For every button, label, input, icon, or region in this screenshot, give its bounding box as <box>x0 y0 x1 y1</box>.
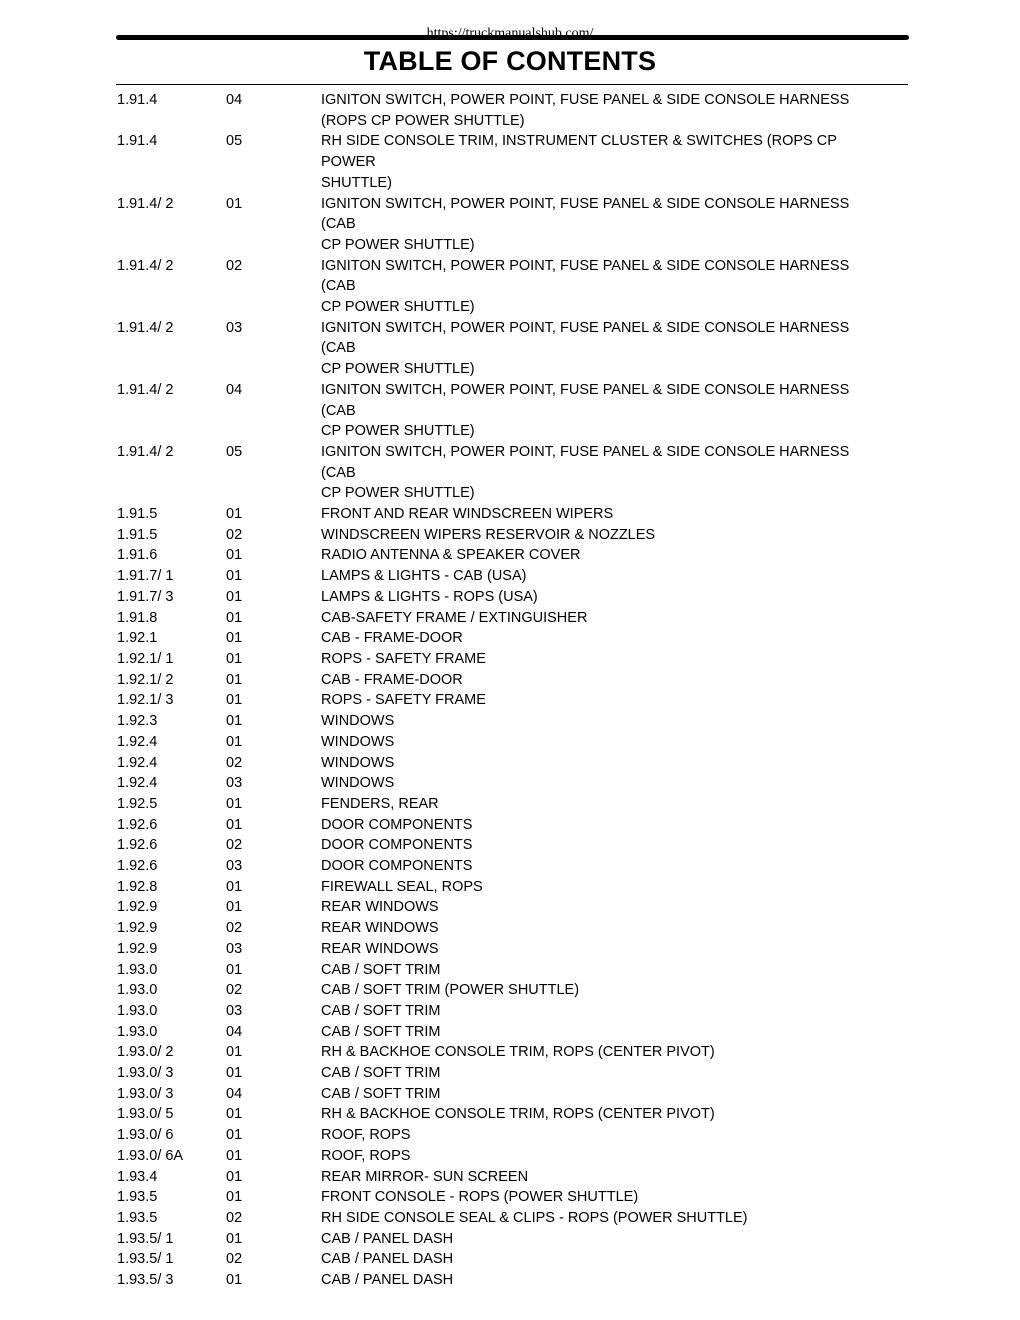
toc-row <box>117 380 907 442</box>
toc-entry-title: RADIO ANTENNA & SPEAKER COVER <box>321 547 581 564</box>
toc-row <box>117 256 907 318</box>
toc-entry-title: LAMPS & LIGHTS - ROPS (USA) <box>321 588 538 605</box>
toc-page-number: 02 <box>226 257 243 274</box>
toc-row <box>117 608 907 629</box>
toc-entry-title: CAB / SOFT TRIM <box>321 1085 441 1102</box>
toc-row <box>117 753 907 774</box>
toc-page-number: 05 <box>226 443 243 460</box>
toc-section-number: 1.91.8 <box>117 609 158 626</box>
toc-section-number: 1.91.4/ 2 <box>117 195 174 212</box>
toc-entry-title: CAB / SOFT TRIM <box>321 1002 441 1019</box>
toc-section-number: 1.92.6 <box>117 858 158 875</box>
toc-section-number: 1.92.1/ 1 <box>117 650 174 667</box>
toc-entry-title: ROPS - SAFETY FRAME <box>321 692 486 709</box>
toc-page-number: 03 <box>226 319 243 336</box>
toc-row <box>117 690 907 711</box>
toc-section-number: 1.91.5 <box>117 526 158 543</box>
toc-entry-title: IGNITON SWITCH, POWER POINT, FUSE PANEL & SIDE CONSOLE HARNESS (CAB CP POWER SHUTTLE) <box>321 195 850 253</box>
toc-entry-title: REAR MIRROR- SUN SCREEN <box>321 1168 529 1185</box>
toc-section-number: 1.93.0/ 2 <box>117 1044 174 1061</box>
toc-section-number: 1.92.4 <box>117 754 158 771</box>
toc-page-number: 01 <box>226 568 243 585</box>
toc-entry-title: REAR WINDOWS <box>321 940 439 957</box>
toc-entry-title: FRONT CONSOLE - ROPS (POWER SHUTTLE) <box>321 1189 639 1206</box>
toc-row <box>117 587 907 608</box>
toc-page-number: 02 <box>226 526 243 543</box>
toc-row <box>117 711 907 732</box>
toc-section-number: 1.92.1/ 2 <box>117 671 174 688</box>
toc-page-number: 01 <box>226 733 243 750</box>
toc-section-number: 1.92.8 <box>117 878 158 895</box>
toc-page-number: 03 <box>226 775 243 792</box>
toc-section-number: 1.93.0/ 3 <box>117 1085 174 1102</box>
toc-section-number: 1.91.4/ 2 <box>117 381 174 398</box>
toc-section-number: 1.93.0 <box>117 961 158 978</box>
toc-section-number: 1.92.6 <box>117 816 158 833</box>
toc-section-number: 1.93.5/ 1 <box>117 1230 174 1247</box>
toc-row <box>117 1270 907 1291</box>
toc-row <box>117 1063 907 1084</box>
toc-page-number: 02 <box>226 982 243 999</box>
toc-entry-title: WINDOWS <box>321 733 395 750</box>
toc-page-number: 01 <box>226 961 243 978</box>
toc-page-number: 01 <box>226 795 243 812</box>
toc-page-number: 01 <box>226 816 243 833</box>
toc-section-number: 1.92.4 <box>117 733 158 750</box>
toc-entry-title: IGNITON SWITCH, POWER POINT, FUSE PANEL & SIDE CONSOLE HARNESS (CAB CP POWER SHUTTLE) <box>321 443 850 502</box>
toc-entry-title: ROOF, ROPS <box>321 1127 411 1144</box>
toc-section-number: 1.92.1 <box>117 630 158 647</box>
toc-row <box>117 1167 907 1188</box>
toc-entry-title: LAMPS & LIGHTS - CAB (USA) <box>321 568 527 585</box>
toc-entry-title: CAB / SOFT TRIM (POWER SHUTTLE) <box>321 982 580 999</box>
toc-entry-title: IGNITON SWITCH, POWER POINT, FUSE PANEL & SIDE CONSOLE HARNESS (ROPS CP POWER SHUTTLE) <box>321 92 850 129</box>
toc-section-number: 1.92.4 <box>117 775 158 792</box>
toc-page-number: 02 <box>226 1251 243 1268</box>
toc-row <box>117 1104 907 1125</box>
toc-entry-title: FIREWALL SEAL, ROPS <box>321 878 483 895</box>
toc-section-number: 1.91.4 <box>117 92 158 108</box>
toc-row <box>117 897 907 918</box>
toc-page-number: 01 <box>226 713 243 730</box>
toc-entry-title: IGNITON SWITCH, POWER POINT, FUSE PANEL & SIDE CONSOLE HARNESS (CAB CP POWER SHUTTLE) <box>321 381 850 440</box>
toc-section-number: 1.91.4/ 2 <box>117 319 174 336</box>
toc-row <box>117 1208 907 1229</box>
toc-row <box>117 1125 907 1146</box>
toc-entry-title: CAB / PANEL DASH <box>321 1251 454 1268</box>
toc-row <box>117 1146 907 1167</box>
toc-row <box>117 670 907 691</box>
toc-page-number: 04 <box>226 381 243 398</box>
toc-row <box>117 939 907 960</box>
toc-row <box>117 960 907 981</box>
toc-page-number: 01 <box>226 692 243 709</box>
toc-page-number: 01 <box>226 878 243 895</box>
toc-page-number: 01 <box>226 671 243 688</box>
toc-section-number: 1.93.5/ 1 <box>117 1251 174 1268</box>
toc-row <box>117 815 907 836</box>
toc-page-number: 01 <box>226 1106 243 1123</box>
toc-row <box>117 918 907 939</box>
toc-entry-title: CAB / PANEL DASH <box>321 1272 454 1289</box>
toc-entry-title: WINDOWS <box>321 775 395 792</box>
toc-page-number: 01 <box>226 547 243 564</box>
toc-row <box>117 732 907 753</box>
toc-entry-title: CAB / PANEL DASH <box>321 1230 454 1247</box>
toc-page-number: 01 <box>226 650 243 667</box>
toc-row <box>117 525 907 546</box>
toc-row <box>117 504 907 525</box>
toc-page-number: 01 <box>226 1127 243 1144</box>
toc-section-number: 1.93.0 <box>117 1023 158 1040</box>
toc-section-number: 1.91.5 <box>117 506 158 523</box>
toc-page-number: 02 <box>226 920 243 937</box>
toc-section-number: 1.92.9 <box>117 899 158 916</box>
toc-page-number: 02 <box>226 1209 243 1226</box>
toc-page-number: 01 <box>226 609 243 626</box>
toc-section-number: 1.93.5 <box>117 1209 158 1226</box>
toc-section-number: 1.93.0 <box>117 982 158 999</box>
toc-row <box>117 566 907 587</box>
toc-page-number: 02 <box>226 754 243 771</box>
toc-section-number: 1.92.5 <box>117 795 158 812</box>
toc-page-number: 03 <box>226 940 243 957</box>
toc-entry-title: CAB / SOFT TRIM <box>321 1065 441 1082</box>
toc-row <box>117 877 907 898</box>
toc-section-number: 1.91.4 <box>117 133 158 150</box>
toc-row <box>117 1001 907 1022</box>
toc-row <box>117 442 907 504</box>
toc-section-number: 1.93.4 <box>117 1168 158 1185</box>
toc-entry-title: ROPS - SAFETY FRAME <box>321 650 486 667</box>
toc-entry-title: WINDOWS <box>321 713 395 730</box>
toc-entry-title: IGNITON SWITCH, POWER POINT, FUSE PANEL & SIDE CONSOLE HARNESS (CAB CP POWER SHUTTLE) <box>321 257 850 316</box>
toc-section-number: 1.92.9 <box>117 940 158 957</box>
toc-page-number: 01 <box>226 1147 243 1164</box>
toc-section-number: 1.91.7/ 1 <box>117 568 174 585</box>
toc-page-number: 02 <box>226 837 243 854</box>
toc-row <box>117 131 907 193</box>
toc-row <box>117 545 907 566</box>
toc-page-number: 01 <box>226 1065 243 1082</box>
toc-list <box>117 90 907 1291</box>
toc-row <box>117 856 907 877</box>
toc-row <box>117 1022 907 1043</box>
toc-entry-title: WINDSCREEN WIPERS RESERVOIR & NOZZLES <box>321 526 656 543</box>
toc-entry-title: CAB - FRAME-DOOR <box>321 630 463 647</box>
toc-entry-title: CAB - FRAME-DOOR <box>321 671 463 688</box>
toc-page-number: 01 <box>226 588 243 605</box>
toc-entry-title: ROOF, ROPS <box>321 1147 411 1164</box>
toc-row <box>117 1229 907 1250</box>
toc-section-number: 1.92.3 <box>117 713 158 730</box>
toc-page-number: 01 <box>226 1189 243 1206</box>
toc-row <box>117 773 907 794</box>
toc-row <box>117 1042 907 1063</box>
toc-page-number: 01 <box>226 195 243 212</box>
toc-row <box>117 1249 907 1270</box>
toc-entry-title: RH & BACKHOE CONSOLE TRIM, ROPS (CENTER PIVOT) <box>321 1044 715 1061</box>
toc-entry-title: RH & BACKHOE CONSOLE TRIM, ROPS (CENTER PIVOT) <box>321 1106 715 1123</box>
toc-entry-title: FENDERS, REAR <box>321 795 439 812</box>
toc-section-number: 1.93.0 <box>117 1002 158 1019</box>
toc-section-number: 1.93.5/ 3 <box>117 1272 174 1289</box>
page-title: TABLE OF CONTENTS <box>363 46 657 76</box>
toc-row <box>117 835 907 856</box>
toc-entry-title: CAB / SOFT TRIM <box>321 1023 441 1040</box>
toc-section-number: 1.91.4/ 2 <box>117 443 174 460</box>
toc-entry-title: FRONT AND REAR WINDSCREEN WIPERS <box>321 506 614 523</box>
toc-section-number: 1.91.7/ 3 <box>117 588 174 605</box>
watermark-url: https://truckmanualshub.com/ <box>426 26 594 41</box>
toc-section-number: 1.92.6 <box>117 837 158 854</box>
toc-row <box>117 1084 907 1105</box>
toc-entry-title: CAB-SAFETY FRAME / EXTINGUISHER <box>321 609 588 626</box>
toc-section-number: 1.93.0/ 6A <box>117 1147 184 1164</box>
toc-entry-title: WINDOWS <box>321 754 395 771</box>
toc-page-number: 01 <box>226 1044 243 1061</box>
toc-row <box>117 318 907 380</box>
toc-section-number: 1.93.0/ 3 <box>117 1065 174 1082</box>
title-underline <box>116 84 908 85</box>
toc-row <box>117 90 907 131</box>
toc-page-number: 01 <box>226 1230 243 1247</box>
toc-row <box>117 628 907 649</box>
toc-page-number: 01 <box>226 899 243 916</box>
toc-page-number: 05 <box>226 133 243 150</box>
toc-entry-title: DOOR COMPONENTS <box>321 816 473 833</box>
toc-section-number: 1.92.1/ 3 <box>117 692 174 709</box>
toc-page-number: 01 <box>226 1168 243 1185</box>
toc-row <box>117 794 907 815</box>
toc-entry-title: DOOR COMPONENTS <box>321 858 473 875</box>
toc-page-number: 04 <box>226 1085 243 1102</box>
toc-section-number: 1.93.0/ 5 <box>117 1106 174 1123</box>
toc-page-number: 04 <box>226 92 243 108</box>
toc-row <box>117 649 907 670</box>
toc-entry-title: RH SIDE CONSOLE SEAL & CLIPS - ROPS (POWER SHUTTLE) <box>321 1209 748 1226</box>
toc-page-number: 03 <box>226 858 243 875</box>
toc-section-number: 1.93.5 <box>117 1189 158 1206</box>
toc-page-number: 03 <box>226 1002 243 1019</box>
toc-page-number: 01 <box>226 506 243 523</box>
toc-section-number: 1.92.9 <box>117 920 158 937</box>
toc-entry-title: DOOR COMPONENTS <box>321 837 473 854</box>
toc-page-number: 01 <box>226 1272 243 1289</box>
toc-entry-title: REAR WINDOWS <box>321 899 439 916</box>
toc-entry-title: REAR WINDOWS <box>321 920 439 937</box>
toc-page-number: 01 <box>226 630 243 647</box>
toc-entry-title: IGNITON SWITCH, POWER POINT, FUSE PANEL & SIDE CONSOLE HARNESS (CAB CP POWER SHUTTLE) <box>321 319 850 378</box>
toc-section-number: 1.91.4/ 2 <box>117 257 174 274</box>
toc-page-number: 04 <box>226 1023 243 1040</box>
toc-entry-title: RH SIDE CONSOLE TRIM, INSTRUMENT CLUSTER & SWITCHES (ROPS CP POWER SHUTTLE) <box>321 133 837 191</box>
toc-section-number: 1.91.6 <box>117 547 158 564</box>
toc-entry-title: CAB / SOFT TRIM <box>321 961 441 978</box>
toc-row <box>117 194 907 256</box>
toc-row <box>117 980 907 1001</box>
toc-row <box>117 1187 907 1208</box>
toc-section-number: 1.93.0/ 6 <box>117 1127 174 1144</box>
